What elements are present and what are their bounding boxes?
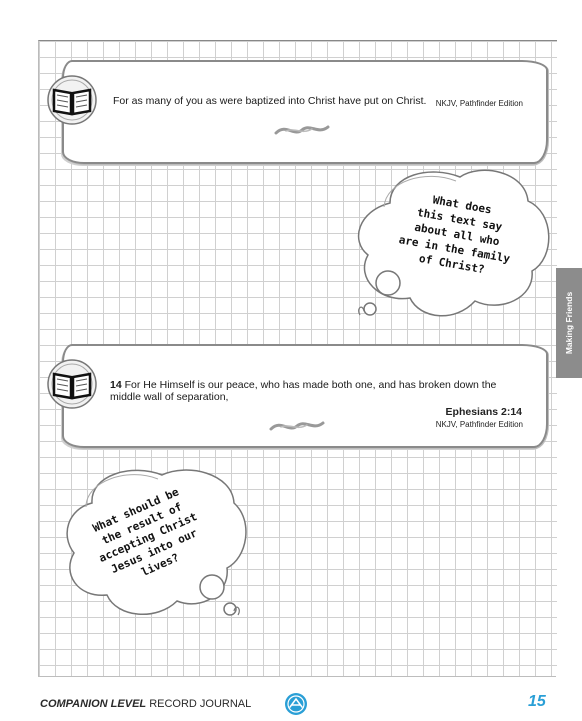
book-icon	[46, 358, 98, 410]
verse-number: 14	[110, 379, 122, 391]
verse-text	[110, 379, 530, 403]
verse-edition: NKJV, Pathfinder Edition	[435, 420, 523, 429]
journal-title	[40, 698, 251, 710]
verse-banner-1	[62, 60, 548, 164]
journal-title-rest: RECORD JOURNAL	[146, 698, 252, 710]
footer-divider	[38, 676, 556, 677]
verse-edition: NKJV, Pathfinder Edition	[435, 99, 523, 108]
book-icon	[46, 74, 98, 126]
pathfinder-logo-icon	[284, 692, 308, 716]
swirl-ornament	[267, 417, 327, 435]
section-tab	[556, 268, 582, 378]
thought-bubble-2-text: What should be the result of accepting Christ Jesus into our lives?	[90, 485, 200, 579]
section-tab-label: Making Friends	[564, 291, 574, 355]
page-number: 15	[528, 693, 546, 710]
verse-reference: Ephesians 2:14	[445, 406, 522, 418]
verse-body: For He Himself is our peace, who has made both one, and has broken down the middle wall of separation,	[110, 379, 497, 403]
verse-body: For as many of you as were baptized into Christ have put on Christ.	[113, 95, 427, 107]
thought-bubble-1-text: What does this text say about all who are in the family of Christ?	[397, 193, 511, 277]
journal-title-bold: COMPANION LEVEL	[40, 698, 147, 710]
swirl-ornament	[272, 121, 332, 139]
